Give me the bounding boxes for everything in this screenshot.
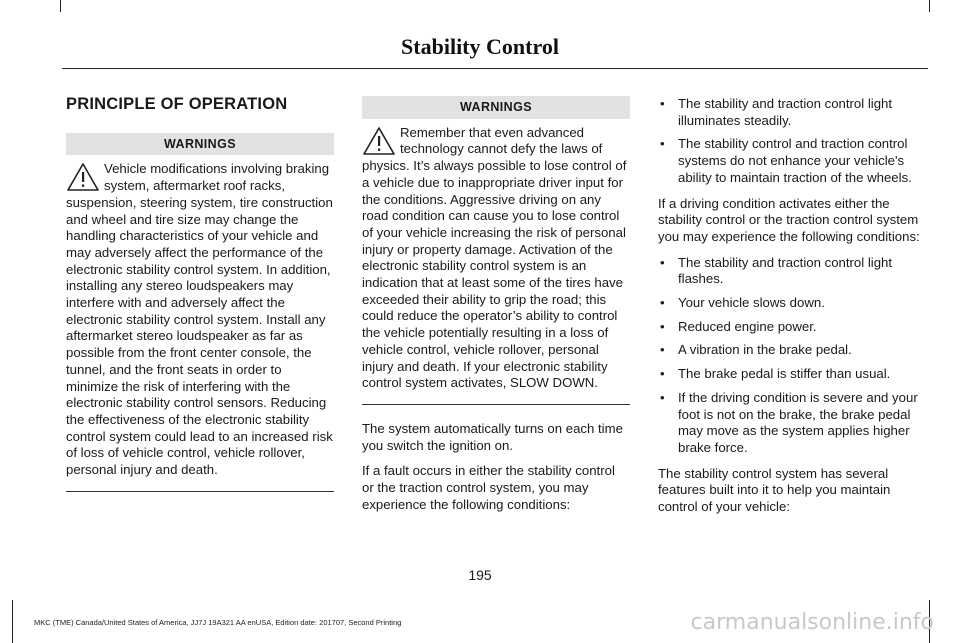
watermark: carmanualsonline.info [690, 610, 934, 635]
list-item: • A vibration in the brake pedal. [658, 342, 926, 359]
crop-mark [929, 0, 930, 12]
column-left [66, 96, 334, 492]
list-item: • The stability and traction control light flashes. [658, 255, 926, 288]
body-paragraph: If a driving condition activates either the stability control or the traction control system you may experience the following conditions: [658, 195, 920, 244]
warning-text: Vehicle modifications involving braking system, aftermarket roof racks, suspension, steering system, tire construction and wheel and tire size may change the handling characteristics of your vehicle and may adversely affect the performance of the electronic stability control system. In addition, installing any stereo loudspeakers may interfere with and adversely affect the electronic stability control system. Install any aftermarket stereo loudspeaker as far as possible from the front center console, the tunnel, and the front seats in order to minimize the risk of interfering with the electronic stability control sensors. Reducing the effectiveness of the electronic stability control system could lead to an increased risk of loss of vehicle control, vehicle rollover, personal injury and death. [66, 161, 333, 478]
page-title: Stability Control [401, 34, 559, 59]
crop-mark [12, 600, 13, 643]
warning-box [362, 96, 630, 405]
list-item: • The brake pedal is stiffer than usual. [658, 366, 926, 383]
warning-title: WARNINGS [66, 133, 334, 156]
warning-triangle-icon [66, 162, 100, 192]
column-right [658, 96, 926, 525]
list-item: • Your vehicle slows down. [658, 295, 926, 312]
crop-mark [60, 0, 61, 12]
section-heading: PRINCIPLE OF OPERATION [66, 95, 288, 113]
bullet-list [658, 255, 926, 457]
bullet-list [658, 96, 926, 187]
warning-title: WARNINGS [362, 96, 630, 119]
body-paragraph: The system automatically turns on each time you switch the ignition on. [362, 420, 623, 453]
list-item: • If the driving condition is severe and your foot is not on the brake, the brake pedal may move as the system applies higher brake force. [658, 390, 926, 457]
list-item: • Reduced engine power. [658, 319, 926, 336]
body-paragraph: The stability control system has several features built into it to help you maintain control of your vehicle: [658, 465, 891, 515]
warning-text: Remember that even advanced technology cannot defy the laws of physics. It’s always possible to lose control of a vehicle due to inappropriate driver input for the conditions. Aggressive driving on any road condition can cause you to lose control of your vehicle increasing the risk of personal injury or property damage. Activation of the electronic stability control system is an indication that at least some of the tires have exceeded their ability to grip the road; this could reduce the operator’s ability to control the vehicle potentially resulting in a loss of vehicle control, vehicle rollover, personal injury and death. If your electronic stability control system activates, SLOW DOWN. [362, 124, 627, 391]
list-item: • The stability control and traction control systems do not enhance your vehicle's ability to maintain traction of the wheels. [658, 136, 926, 186]
warning-triangle-icon [362, 126, 396, 156]
body-paragraph: If a fault occurs in either the stability control or the traction control system, you may experience the following conditions: [362, 463, 615, 512]
page-number: 195 [468, 567, 492, 583]
warning-body [66, 155, 334, 490]
edition-footer: MKC (TME) Canada/United States of America, JJ7J 19A321 AA enUSA, Edition date: 201707, Second Printing [34, 618, 402, 627]
list-item: • The stability and traction control light illuminates steadily. [658, 96, 926, 129]
title-divider [62, 68, 928, 69]
warning-box [66, 133, 334, 492]
warning-body [362, 119, 630, 404]
column-middle [362, 96, 630, 522]
